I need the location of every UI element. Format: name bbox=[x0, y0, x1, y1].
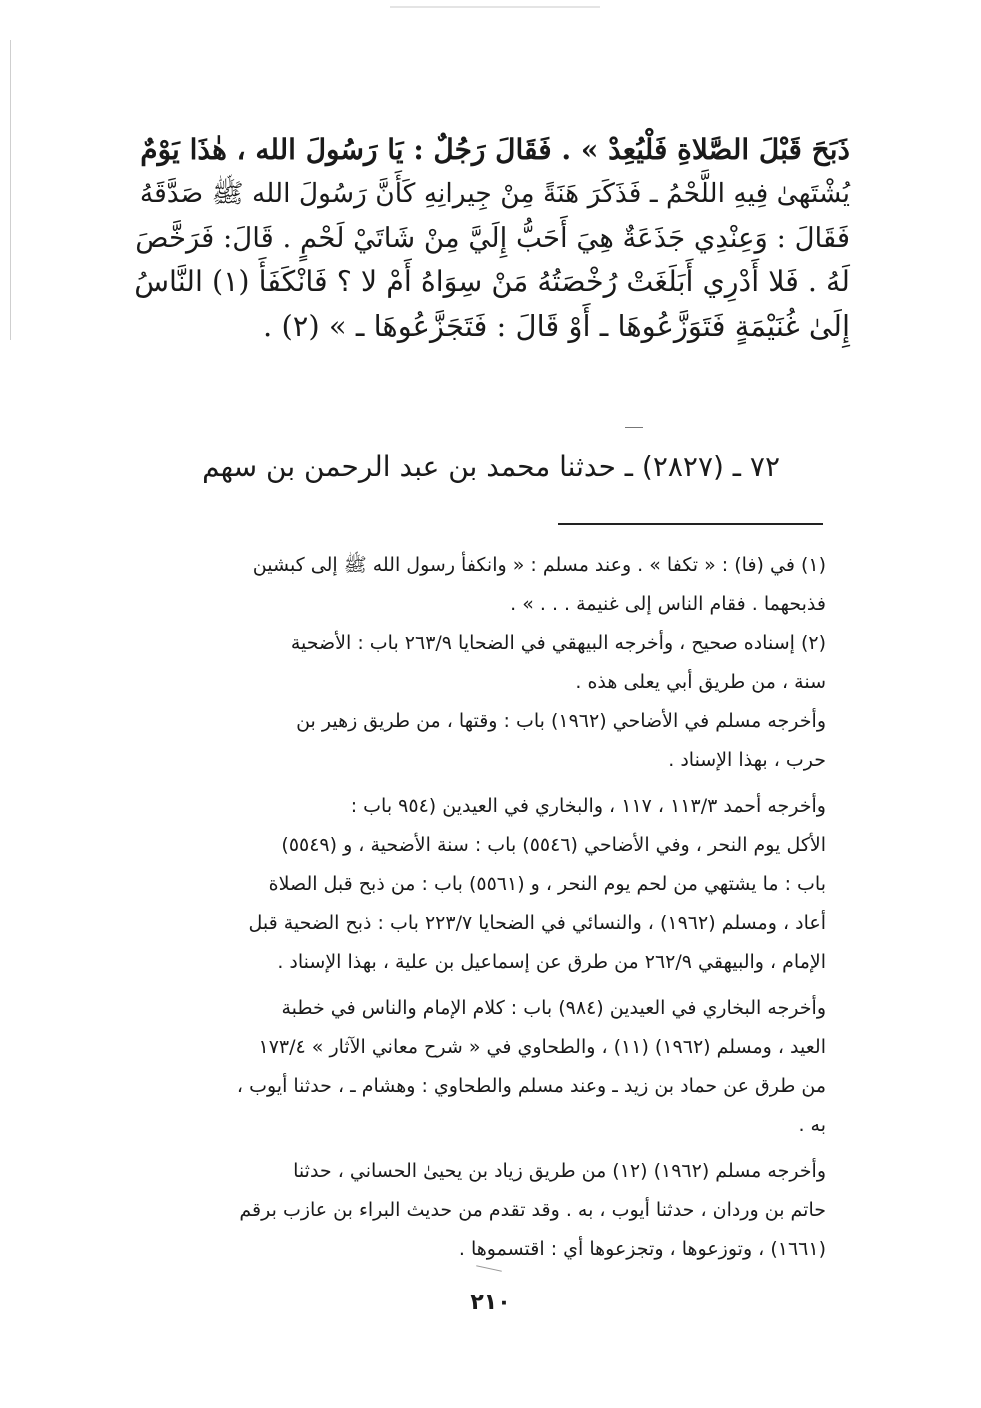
paragraph-gap bbox=[134, 1145, 826, 1152]
footnote-line: به . bbox=[798, 1114, 826, 1136]
footnote-line: (٢) إسناده صحيح ، وأخرجه البيهقي في الضحايا ٢٦٣/٩ باب : الأضحية bbox=[290, 632, 826, 654]
footnote-line: وأخرجه مسلم (١٩٦٢) (١٢) من طريق زياد بن يحيىٰ الحساني ، حدثنا bbox=[293, 1160, 826, 1182]
footnote-line: أعاد ، ومسلم (١٩٦٢) ، والنسائي في الضحايا ٢٢٣/٧ باب : ذبح الضحية قبل bbox=[248, 912, 826, 934]
footnote-divider bbox=[558, 523, 823, 525]
hadith-text bbox=[134, 128, 850, 348]
hadith-line: إِلَىٰ غُنَيْمَةٍ فَتَوَزَّعُوهَا ـ أَوْ قَالَ : فَتَجَزَّعُوهَا ـ » (٢) . bbox=[263, 309, 850, 343]
hadith-line: فَقَالَ : وَعِنْدِي جَذَعَةٌ هِيَ أَحَبُّ إِلَيَّ مِنْ شَاتَيْ لَحْمٍ . قَالَ: فَرَخَّصَ bbox=[135, 222, 850, 254]
hadith-line: ذَبَحَ قَبْلَ الصَّلاةِ فَلْيُعِدْ » . فَقَالَ رَجُلٌ : يَا رَسُولَ الله ، هٰذَا يَوْمٌ bbox=[140, 133, 850, 166]
footnote-line: حرب ، بهذا الإسناد . bbox=[668, 749, 826, 771]
footnote-line: الأكل يوم النحر ، وفي الأضاحي (٥٥٤٦) باب : سنة الأضحية ، و (٥٥٤٩) bbox=[281, 834, 826, 856]
footnote-line: العيد ، ومسلم (١٩٦٢) (١١) ، والطحاوي في « شرح معاني الآثار » ١٧٣/٤ bbox=[258, 1036, 826, 1058]
hadith-line: لَهُ . فَلا أَدْرِي أَبَلَغَتْ رُخْصَتُهُ مَنْ سِوَاهُ أَمْ لا ؟ فَانْكَفَأَ (١) النَّاسُ bbox=[134, 265, 850, 298]
footnote-line: (١) في (فا) : « تكفا » . وعند مسلم : « وانكفأ رسول الله ﷺ إلى كبشين bbox=[252, 554, 826, 576]
scan-mark bbox=[625, 427, 643, 428]
footnote-line: (١٦٦١) ، وتوزعوها ، وتجزعوها أي : اقتسموها . bbox=[458, 1238, 826, 1260]
page-number: ٢١٠ bbox=[470, 1290, 511, 1315]
paragraph-gap bbox=[134, 982, 826, 989]
footnotes bbox=[134, 546, 826, 1269]
footnote-line: وأخرجه مسلم في الأضاحي (١٩٦٢) باب : وقتها ، من طريق زهير بن bbox=[296, 710, 826, 732]
narration-heading: ٧٢ ـ (٢٨٢٧) ـ حدثنا محمد بن عبد الرحمن بن سهم bbox=[202, 450, 780, 483]
footnote-line: سنة ، من طريق أبي يعلى هذه . bbox=[575, 671, 826, 693]
footnote-line: فذبحهما . فقام الناس إلى غنيمة . . . » . bbox=[510, 593, 826, 615]
hadith-line: يُشْتَهىٰ فِيهِ اللَّحْمُ ـ فَذَكَرَ هَنَةً مِنْ جِيرانِهِ كَأَنَّ رَسُولَ الله ﷺ صَدَّقَهُ bbox=[139, 178, 850, 209]
paragraph-gap bbox=[134, 780, 826, 787]
scan-artifact-top bbox=[390, 6, 600, 8]
footnote-line: وأخرجه أحمد ١١٣/٣ ، ١١٧ ، والبخاري في العيدين (٩٥٤ باب : bbox=[350, 795, 826, 817]
footnote-line: وأخرجه البخاري في العيدين (٩٨٤) باب : كلام الإمام والناس في خطبة bbox=[281, 997, 826, 1019]
footnote-line: باب : ما يشتهي من لحم يوم النحر ، و (٥٥٦١) باب : من ذبح قبل الصلاة bbox=[268, 873, 826, 895]
scan-artifact-edge bbox=[10, 40, 11, 340]
footnote-line: من طرق عن حماد بن زيد ـ وعند مسلم والطحاوي : وهشام ـ ، حدثنا أيوب ، bbox=[236, 1075, 826, 1097]
footnote-line: حاتم بن وردان ، حدثنا أيوب ، به . وقد تقدم من حديث البراء بن عازب برقم bbox=[239, 1199, 826, 1221]
footnote-line: الإمام ، والبيهقي ٢٦٢/٩ من طرق عن إسماعيل بن علية ، بهذا الإسناد . bbox=[277, 951, 826, 973]
